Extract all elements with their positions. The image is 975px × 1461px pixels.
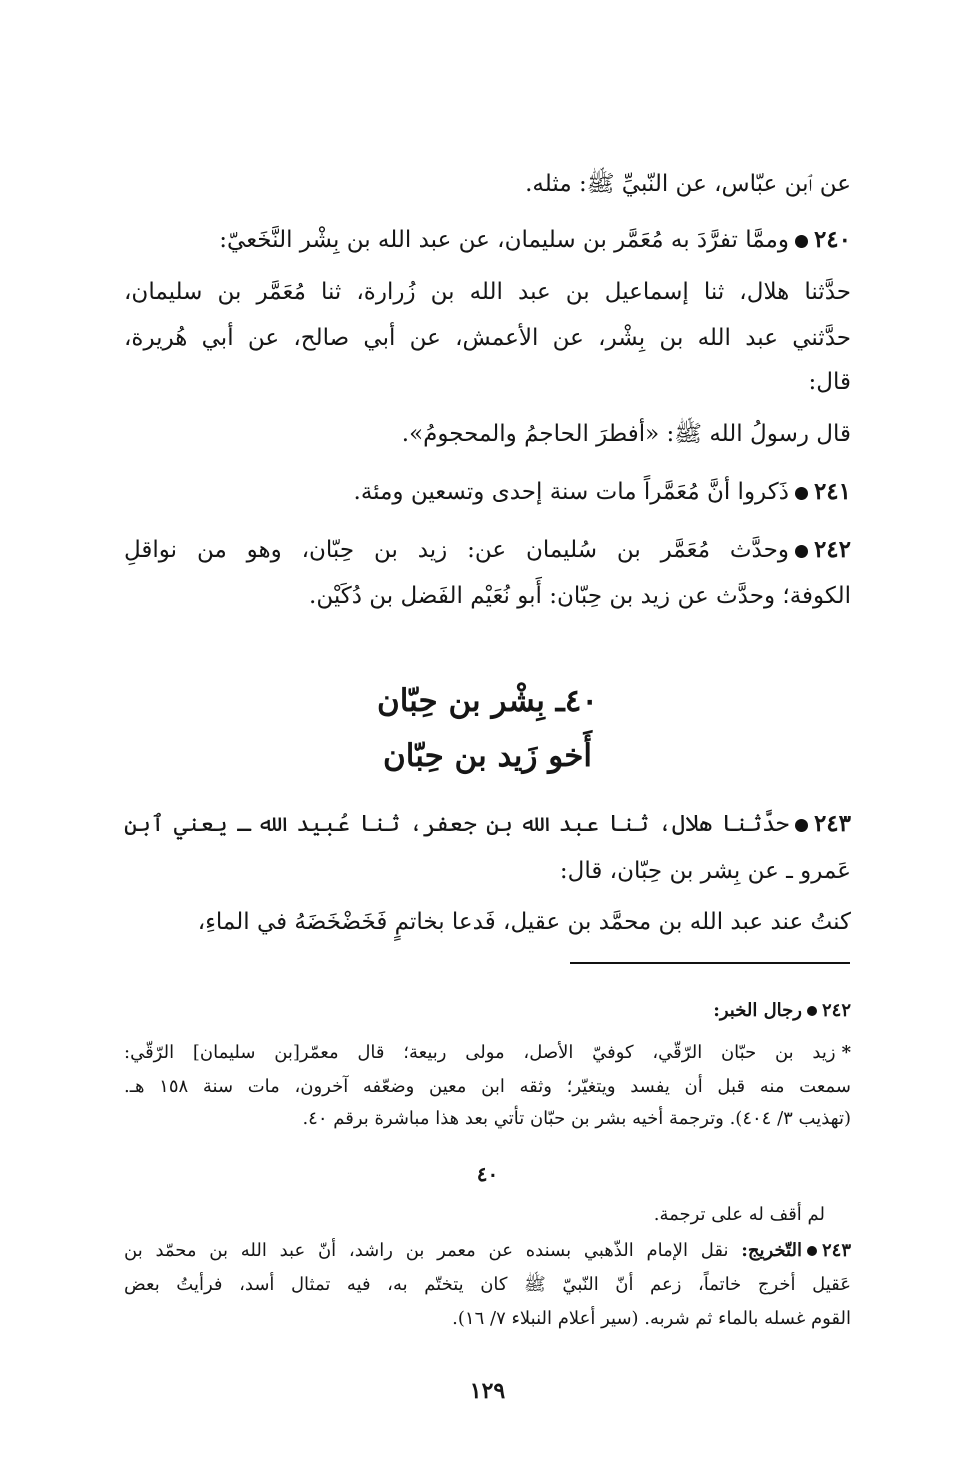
hadith-243-text: حدَّثنا هلال، ثنا عبد الله بن جعفر، ثنا عُبيد الله ـ يعني ٱبن [124,811,789,837]
bullet-dot-icon [795,819,808,832]
bullet-dot-icon [807,1006,817,1016]
hadith-240-number: ٢٤٠ [813,226,851,253]
footnote-242-header [713,998,851,1024]
hadith-241 [354,476,851,508]
hadith-240-header [219,224,851,256]
footnote-242-line-3: (تهذيب ٣/ ٤٠٤). وترجمة أخيه بشر بن حبّان تأتي بعد هذا مباشرة برقم ٤٠. [302,1108,851,1129]
bullet-dot-icon [795,545,808,558]
hadith-240-intro: وممَّا تفرَّدَ به مُعَمَّر بن سليمان، عن عبد الله بن بِشْر النَّخَعيّ: [219,227,789,253]
hadith-242-line-2: الكوفة؛ وحدَّث عن زيد بن حِبّان: أَبو نُعَيْم الفَضل بن دُكَيْن. [309,583,851,609]
hadith-241-number: ٢٤١ [813,478,851,505]
hadith-243-line-3: كنتُ عند عبد الله بن محمَّد بن عقيل، فَدعا بخاتمٍ فَخَضْخَضَهُ في الماءِ، [197,909,851,935]
hadith-240-line-3: قال: [808,369,851,395]
footnote-40-text: لم أقف له على ترجمة. [653,1204,825,1225]
hadith-243-line-2: عَمرو ـ عن بِشر بن حِبّان، قال: [559,858,851,884]
section-subtitle: أَخو زَيد بن حِبّان [383,738,592,774]
asterisk-icon: * [841,1042,851,1063]
footnote-242-line-1 [124,1040,851,1066]
text-line-opening: عن ٱبن عبّاس، عن النّبيِّ ﷺ: مثله. [525,171,851,197]
footnote-243-line-2: عَقيل أخرج خاتماً، زعم أنّ النّبيّ ﷺ كان يتختّم به، فيه تمثال أسد، فرأيتُ بعض [124,1274,851,1295]
hadith-240-text: قال رسولُ الله ﷺ: «أفطرَ الحاجمُ والمحجومُ». [401,421,851,447]
hadith-240-line-1: حدَّثنا هلال، ثنا إسماعيل بن عبد الله بن زُرارة، ثنا مُعَمَّر بن سليمان، [124,279,851,305]
footnote-242-number: ٢٤٢ [821,1000,851,1021]
hadith-241-text: ذَكروا أنَّ مُعَمَّراً مات سنة إحدى وتسعين ومئة. [353,479,789,505]
footnote-242-line-2: سمعت منه قبل أن يفسد ويتغيّر؛ وثقه ابن معين وضعّفه آخرون، مات سنة ١٥٨ هـ. [124,1076,851,1097]
bullet-dot-icon [795,487,808,500]
footnote-separator [570,962,850,964]
hadith-242-text: وحدَّث مُعَمَّر بن سُليمان عن: زيد بن حِبّان، وهو من نواقلِ [124,537,789,563]
footnote-243-number: ٢٤٣ [821,1240,851,1261]
bullet-dot-icon [795,235,808,248]
section-title: ٤٠ـ بِشْر بن حِبّان [376,683,599,719]
footnote-40-number: ٤٠ [476,1162,499,1186]
hadith-243-number: ٢٤٣ [813,810,851,837]
bullet-dot-icon [807,1246,817,1256]
hadith-243-line-1 [124,808,851,840]
footnote-243-text-1: نقل الإمام الذّهبي بسنده عن معمر بن راشد، أنّ عبد الله بن محمّد بن [124,1240,729,1261]
footnote-242-text-1: زيد بن حبّان الرّقّي، كوفيّ الأصل، مولى ربيعة؛ قال معمّر[بن سليمان] الرّقّي: [124,1042,836,1063]
footnote-243-line-1 [124,1238,851,1264]
page-number: ١٢٩ [469,1378,506,1404]
hadith-240-line-2: حدَّثني عبد الله بن بِشْر، عن الأعمش، عن أبي صالح، عن أبي هُريرة، [124,325,851,351]
footnote-243-line-3: القوم غسله بالماء ثم شربه. (سير أعلام النبلاء ٧/ ١٦). [452,1308,851,1329]
hadith-242-number: ٢٤٢ [813,536,851,563]
footnote-243-label: التّخريج: [741,1240,802,1261]
footnote-242-title: رجال الخبر: [713,1000,802,1021]
hadith-242-line-1 [124,534,851,566]
